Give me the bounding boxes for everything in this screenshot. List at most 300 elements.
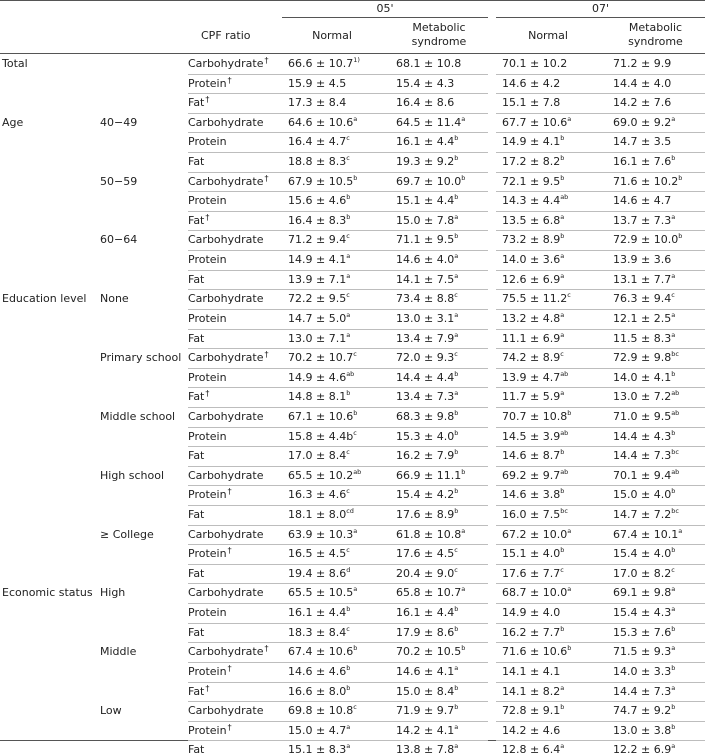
row-separator — [606, 387, 705, 388]
row-separator — [496, 368, 606, 369]
significance-superscript: ab — [560, 467, 569, 476]
significance-superscript: a — [461, 114, 466, 123]
row-separator — [188, 682, 282, 683]
subgroup-label: High school — [100, 468, 165, 482]
significance-superscript: b — [567, 644, 572, 653]
significance-superscript: a — [678, 526, 683, 535]
significance-superscript: a — [454, 389, 459, 398]
significance-superscript: c — [560, 565, 564, 574]
subgroup-label: Middle school — [100, 409, 176, 423]
nutrient-label: Carbohydrate — [188, 233, 264, 247]
significance-superscript: c — [567, 291, 571, 300]
row-separator — [496, 505, 606, 506]
row-separator — [496, 623, 606, 624]
value-cell: 61.8 ± 10.8$^a$ — [396, 526, 466, 541]
row-separator — [188, 407, 282, 408]
nutrient-label: Protein — [188, 429, 227, 443]
row-separator — [282, 113, 390, 114]
row-separator — [282, 387, 390, 388]
row-separator — [188, 211, 282, 212]
row-separator — [606, 701, 705, 702]
value-cell: 73.4 ± 8.8$^c$ — [396, 291, 458, 306]
significance-superscript: b — [560, 173, 565, 182]
sub-header-normal-05: Normal — [312, 29, 352, 42]
value-cell: 71.2 ± 9.9 — [613, 57, 672, 70]
significance-superscript: b — [671, 154, 676, 163]
value-cell: 74.2 ± 8.9$^c$ — [502, 350, 564, 365]
significance-superscript: c — [346, 232, 350, 241]
significance-superscript: c — [454, 546, 458, 555]
row-separator — [496, 132, 606, 133]
row-separator — [496, 74, 606, 75]
value-cell: 14.9 ± 4.1$^b$ — [502, 134, 565, 149]
value-cell: 14.2 ± 7.6 — [613, 96, 672, 110]
value-cell: 14.6 ± 4.6$^b$ — [288, 663, 351, 678]
row-separator — [496, 250, 606, 251]
value-cell: 69.1 ± 9.8$^a$ — [613, 585, 676, 600]
row-separator — [606, 152, 705, 153]
value-cell: 70.2 ± 10.5$^b$ — [396, 644, 466, 659]
row-separator — [496, 270, 606, 271]
significance-superscript: b — [567, 408, 572, 417]
significance-superscript: b — [346, 683, 351, 692]
row-separator — [282, 544, 390, 545]
value-cell: 16.3 ± 4.6$^c$ — [288, 487, 350, 502]
significance-superscript: c — [560, 350, 564, 359]
nutrient-label: Carbohydrate† — [188, 350, 269, 365]
value-cell: 67.9 ± 10.5$^b$ — [288, 173, 358, 188]
significance-superscript: a — [353, 585, 358, 594]
value-cell: 67.4 ± 10.6$^b$ — [288, 644, 358, 659]
row-separator — [188, 662, 282, 663]
significance-superscript: c — [346, 134, 350, 143]
significance-superscript: b — [454, 193, 459, 202]
nutrient-label: Fat — [188, 272, 205, 286]
row-separator — [188, 74, 282, 75]
value-cell: 70.2 ± 10.7$^c$ — [288, 350, 357, 365]
value-cell: 15.4 ± 4.0$^b$ — [613, 546, 676, 561]
value-cell: 14.6 ± 3.8$^b$ — [502, 487, 565, 502]
value-cell: 15.6 ± 4.6$^b$ — [288, 193, 351, 208]
dagger-mark: † — [227, 75, 232, 85]
nutrient-label: Carbohydrate — [188, 292, 264, 306]
row-separator — [188, 172, 282, 173]
row-separator — [496, 682, 606, 683]
row-separator — [496, 172, 606, 173]
value-cell: 14.6 ± 4.2 — [502, 76, 561, 90]
row-separator — [606, 544, 705, 545]
row-separator — [282, 583, 390, 584]
category-label: Education level — [2, 292, 87, 306]
subgroup-label: Primary school — [100, 351, 182, 365]
nutrient-label: Fat — [188, 155, 205, 169]
significance-superscript: b — [560, 546, 565, 555]
row-separator — [188, 701, 282, 702]
value-cell: 14.6 ± 4.1$^a$ — [396, 663, 459, 678]
table-top-rule — [0, 0, 705, 1]
dagger-mark: † — [205, 95, 210, 105]
value-cell: 13.0 ± 7.1$^a$ — [288, 330, 351, 345]
row-separator — [390, 250, 488, 251]
row-separator — [496, 427, 606, 428]
row-separator — [606, 270, 705, 271]
row-separator — [606, 93, 705, 94]
significance-superscript: a — [454, 722, 459, 731]
row-separator — [282, 93, 390, 94]
value-cell: 15.9 ± 4.5 — [288, 76, 347, 90]
row-separator — [390, 642, 488, 643]
value-cell: 13.7 ± 7.3$^a$ — [613, 212, 676, 227]
row-separator — [188, 427, 282, 428]
row-separator — [496, 721, 606, 722]
row-separator — [282, 466, 390, 467]
row-separator — [282, 132, 390, 133]
value-cell: 74.7 ± 9.2$^b$ — [613, 703, 676, 718]
significance-superscript: b — [560, 232, 565, 241]
significance-superscript: ab — [671, 408, 680, 417]
significance-superscript: b — [454, 703, 459, 712]
value-cell: 71.1 ± 9.5$^b$ — [396, 232, 459, 247]
row-separator — [188, 230, 282, 231]
value-cell: 18.1 ± 8.0$^{cd}$ — [288, 507, 354, 522]
significance-superscript: a — [671, 310, 676, 319]
significance-superscript: a — [454, 663, 459, 672]
value-cell: 14.8 ± 8.1$^b$ — [288, 389, 351, 404]
value-cell: 11.1 ± 6.9$^a$ — [502, 330, 565, 345]
row-separator — [606, 250, 705, 251]
value-cell: 16.1 ± 4.4$^b$ — [396, 605, 459, 620]
nutrient-label: Protein — [188, 606, 227, 620]
significance-superscript: b — [560, 154, 565, 163]
significance-superscript: a — [560, 271, 565, 280]
row-separator — [282, 368, 390, 369]
significance-superscript: a — [671, 330, 676, 339]
significance-superscript: a — [454, 742, 459, 751]
significance-superscript: c — [353, 350, 357, 359]
row-separator — [390, 329, 488, 330]
row-separator — [282, 642, 390, 643]
significance-superscript: a — [671, 683, 676, 692]
value-cell: 15.1 ± 8.3$^a$ — [288, 742, 351, 756]
row-separator — [282, 662, 390, 663]
nutrient-label: Protein — [188, 311, 227, 325]
value-cell: 72.2 ± 9.5$^c$ — [288, 291, 350, 306]
significance-superscript: ab — [560, 369, 569, 378]
row-separator — [390, 172, 488, 173]
significance-superscript: a — [671, 212, 676, 221]
significance-superscript: a — [346, 742, 351, 751]
value-cell: 16.5 ± 4.5$^c$ — [288, 546, 350, 561]
nutrient-label: Protein — [188, 135, 227, 149]
row-separator — [188, 642, 282, 643]
nutrient-label: Protein† — [188, 663, 232, 678]
significance-superscript: ab — [560, 428, 569, 437]
row-separator — [496, 289, 606, 290]
value-cell: 13.9 ± 3.6 — [613, 253, 672, 267]
nutrient-label: Carbohydrate — [188, 586, 264, 600]
significance-superscript: c — [346, 291, 350, 300]
row-separator — [390, 289, 488, 290]
significance-superscript: a — [454, 310, 459, 319]
row-separator — [606, 623, 705, 624]
subgroup-label: 50−59 — [100, 174, 138, 188]
row-separator — [606, 525, 705, 526]
value-cell: 16.1 ± 7.6$^b$ — [613, 154, 676, 169]
significance-superscript: ab — [346, 369, 355, 378]
row-separator — [188, 525, 282, 526]
row-separator — [606, 113, 705, 114]
significance-superscript: b — [346, 389, 351, 398]
row-separator — [390, 309, 488, 310]
value-cell: 16.6 ± 8.0$^b$ — [288, 683, 351, 698]
value-cell: 14.7 ± 5.0$^a$ — [288, 310, 351, 325]
row-separator — [282, 682, 390, 683]
row-separator — [390, 152, 488, 153]
row-separator — [188, 289, 282, 290]
row-separator — [606, 132, 705, 133]
value-cell: 14.4 ± 7.3$^a$ — [613, 683, 676, 698]
value-cell: 16.2 ± 7.9$^b$ — [396, 448, 459, 463]
value-cell: 13.5 ± 6.8$^a$ — [502, 212, 565, 227]
row-separator — [282, 191, 390, 192]
row-separator — [188, 603, 282, 604]
dagger-mark: † — [227, 546, 232, 556]
dagger-mark: † — [205, 212, 210, 222]
value-cell: 14.1 ± 7.5$^a$ — [396, 271, 459, 286]
row-separator — [496, 93, 606, 94]
significance-superscript: a — [461, 526, 466, 535]
significance-superscript: c — [346, 448, 350, 457]
value-cell: 17.3 ± 8.4 — [288, 96, 347, 110]
nutrient-label: Fat — [188, 566, 205, 580]
row-separator — [496, 152, 606, 153]
nutrient-label: Protein — [188, 370, 227, 384]
row-separator — [188, 721, 282, 722]
value-cell: 69.0 ± 9.2$^a$ — [613, 114, 676, 129]
significance-superscript: b — [454, 428, 459, 437]
row-separator — [606, 309, 705, 310]
significance-superscript: b — [454, 408, 459, 417]
row-separator — [282, 289, 390, 290]
row-separator — [390, 682, 488, 683]
row-separator — [390, 721, 488, 722]
row-separator — [606, 172, 705, 173]
significance-superscript: b — [353, 173, 358, 182]
nutrient-label: Carbohydrate† — [188, 173, 269, 188]
subgroup-label: 40−49 — [100, 115, 138, 129]
nutrient-label: Fat — [188, 331, 205, 345]
dagger-mark: † — [264, 173, 269, 183]
value-cell: 67.2 ± 10.0$^a$ — [502, 526, 572, 541]
row-separator — [390, 113, 488, 114]
value-cell: 17.6 ± 4.5$^c$ — [396, 546, 458, 561]
value-cell: 14.1 ± 4.1 — [502, 664, 561, 678]
significance-superscript: a — [346, 722, 351, 731]
significance-superscript: b — [346, 193, 351, 202]
significance-superscript: b — [671, 722, 676, 731]
dagger-mark: † — [264, 56, 269, 65]
value-cell: 70.1 ± 9.4$^{ab}$ — [613, 467, 680, 482]
value-cell: 71.6 ± 10.2$^b$ — [613, 173, 683, 188]
value-cell: 16.4 ± 8.3$^b$ — [288, 212, 351, 227]
significance-superscript: c — [671, 565, 675, 574]
row-separator — [496, 309, 606, 310]
row-separator — [606, 407, 705, 408]
nutrient-label: Fat† — [188, 389, 210, 404]
row-separator — [390, 387, 488, 388]
row-separator — [390, 132, 488, 133]
row-separator — [188, 583, 282, 584]
subgroup-label: Middle — [100, 645, 137, 659]
row-separator — [188, 250, 282, 251]
value-cell: 15.0 ± 4.7$^a$ — [288, 722, 351, 737]
row-separator — [606, 485, 705, 486]
dagger-mark: † — [227, 663, 232, 673]
value-cell: 13.9 ± 7.1$^a$ — [288, 271, 351, 286]
significance-superscript: c — [346, 487, 350, 496]
row-separator — [390, 191, 488, 192]
row-separator — [282, 270, 390, 271]
row-separator — [188, 270, 282, 271]
value-cell: 71.5 ± 9.3$^a$ — [613, 644, 676, 659]
row-separator — [282, 211, 390, 212]
category-label: Total — [2, 57, 28, 70]
significance-superscript: b — [454, 683, 459, 692]
value-cell: $66.6 \pm 10.7^{1)}$ — [288, 56, 360, 70]
nutrient-label: Carbohydrate† — [188, 644, 269, 659]
row-separator — [390, 544, 488, 545]
significance-superscript: a — [346, 271, 351, 280]
row-separator — [390, 348, 488, 349]
row-separator — [282, 329, 390, 330]
row-separator — [282, 152, 390, 153]
value-cell: 71.6 ± 10.6$^b$ — [502, 644, 572, 659]
row-separator — [496, 564, 606, 565]
value-cell: 67.7 ± 10.6$^a$ — [502, 114, 572, 129]
row-separator — [390, 368, 488, 369]
value-cell: 64.6 ± 10.6$^a$ — [288, 114, 358, 129]
value-cell: 72.9 ± 10.0$^b$ — [613, 232, 683, 247]
value-cell: 13.0 ± 3.8$^b$ — [613, 722, 676, 737]
subgroup-label: ≥ College — [100, 527, 154, 541]
row-separator — [282, 485, 390, 486]
value-cell: 14.9 ± 4.6$^{ab}$ — [288, 369, 355, 384]
header-bottom-rule — [0, 53, 705, 54]
value-cell: 15.4 ± 4.3$^a$ — [613, 605, 676, 620]
subgroup-label: High — [100, 586, 126, 600]
significance-superscript: b — [671, 546, 676, 555]
row-separator — [188, 564, 282, 565]
significance-superscript: 1) — [353, 56, 360, 64]
value-cell: 13.8 ± 7.8$^a$ — [396, 742, 459, 756]
row-separator — [188, 446, 282, 447]
row-separator — [496, 329, 606, 330]
value-cell: 72.8 ± 9.1$^b$ — [502, 703, 565, 718]
nutrient-label: Carbohydrate — [188, 527, 264, 541]
row-separator — [606, 329, 705, 330]
row-separator — [606, 191, 705, 192]
significance-superscript: b — [678, 232, 683, 241]
value-cell: 13.4 ± 7.3$^a$ — [396, 389, 459, 404]
nutrient-label: Fat† — [188, 212, 210, 227]
significance-superscript: b — [560, 624, 565, 633]
value-cell: 16.4 ± 8.6 — [396, 96, 455, 110]
row-separator — [188, 152, 282, 153]
row-separator — [390, 230, 488, 231]
value-cell: 15.3 ± 4.0$^b$ — [396, 428, 459, 443]
row-separator — [188, 505, 282, 506]
category-label: Age — [2, 115, 24, 129]
row-separator — [496, 662, 606, 663]
significance-superscript: a — [346, 252, 351, 261]
row-separator — [282, 721, 390, 722]
value-cell: 76.3 ± 9.4$^c$ — [613, 291, 675, 306]
row-separator — [390, 466, 488, 467]
significance-superscript: a — [671, 742, 676, 751]
row-separator — [390, 662, 488, 663]
row-separator — [390, 93, 488, 94]
row-separator — [496, 230, 606, 231]
row-separator — [282, 172, 390, 173]
row-separator — [188, 387, 282, 388]
value-cell: 15.1 ± 7.8 — [502, 96, 561, 110]
row-separator — [188, 466, 282, 467]
significance-superscript: a — [560, 330, 565, 339]
row-separator — [496, 407, 606, 408]
row-separator — [496, 701, 606, 702]
significance-superscript: cd — [346, 507, 354, 516]
significance-superscript: b — [560, 448, 565, 457]
significance-superscript: c — [454, 291, 458, 300]
dagger-mark: † — [264, 644, 269, 654]
value-cell: 17.0 ± 8.2$^c$ — [613, 565, 675, 580]
row-separator — [282, 250, 390, 251]
significance-superscript: a — [454, 252, 459, 261]
value-cell: 75.5 ± 11.2$^c$ — [502, 291, 571, 306]
row-separator — [606, 662, 705, 663]
significance-superscript: c — [353, 428, 357, 437]
significance-superscript: a — [353, 526, 358, 535]
value-cell: 19.4 ± 8.6$^d$ — [288, 565, 351, 580]
significance-superscript: b — [454, 232, 459, 241]
nutrient-label: Fat — [188, 508, 205, 522]
sub-header-metabolic-07-line2: syndrome — [628, 35, 683, 48]
value-cell: 14.4 ± 4.4$^b$ — [396, 369, 459, 384]
value-cell: 65.8 ± 10.7$^a$ — [396, 585, 466, 600]
row-separator — [496, 211, 606, 212]
row-separator — [606, 74, 705, 75]
row-separator — [282, 505, 390, 506]
group-rule-07 — [496, 17, 705, 18]
significance-superscript: a — [567, 585, 572, 594]
significance-superscript: bc — [560, 507, 568, 516]
row-separator — [282, 603, 390, 604]
nutrient-label: Carbohydrate — [188, 468, 264, 482]
value-cell: 15.0 ± 8.4$^b$ — [396, 683, 459, 698]
row-separator — [606, 289, 705, 290]
nutrient-label: Fat† — [188, 683, 210, 698]
row-separator — [606, 368, 705, 369]
value-cell: 14.5 ± 3.9$^{ab}$ — [502, 428, 569, 443]
value-cell: 17.2 ± 8.2$^b$ — [502, 154, 565, 169]
value-cell: 16.1 ± 4.4$^b$ — [288, 605, 351, 620]
value-cell: 18.8 ± 8.3$^c$ — [288, 154, 350, 169]
value-cell: 69.2 ± 9.7$^{ab}$ — [502, 467, 569, 482]
row-separator — [282, 309, 390, 310]
significance-superscript: a — [560, 212, 565, 221]
value-cell: 20.4 ± 9.0$^c$ — [396, 565, 458, 580]
significance-superscript: a — [454, 330, 459, 339]
